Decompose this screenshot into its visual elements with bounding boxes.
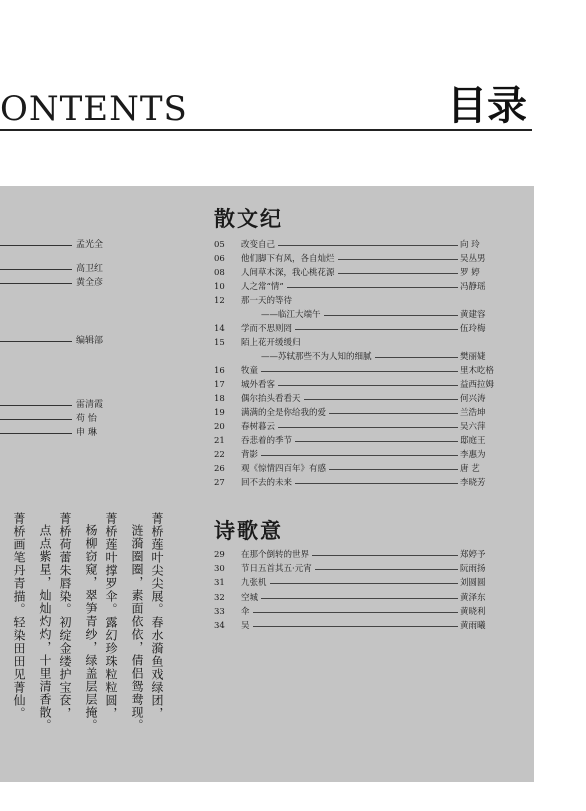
toc-page-number: 14 bbox=[214, 324, 225, 334]
toc-title: 偶尔抬头看看天 bbox=[241, 394, 301, 404]
toc-page-number: 20 bbox=[214, 422, 225, 432]
toc-author: 吴六萍 bbox=[460, 422, 486, 432]
toc-entry[interactable] bbox=[214, 252, 490, 266]
credit-row bbox=[0, 412, 97, 426]
toc-page-number: 27 bbox=[214, 478, 225, 488]
toc-entry[interactable] bbox=[214, 322, 490, 336]
credit-line bbox=[0, 405, 72, 406]
toc-title: 春树暮云 bbox=[241, 422, 276, 432]
section-title-poetry: 诗歌意 bbox=[214, 518, 283, 543]
toc-author: 向 玲 bbox=[460, 240, 480, 250]
toc-leader-line bbox=[287, 287, 458, 288]
credit-name: 雷清霞 bbox=[76, 400, 104, 410]
toc-author: 黄建容 bbox=[460, 310, 486, 320]
toc-author: 黄晓利 bbox=[460, 606, 486, 617]
toc-entry[interactable] bbox=[214, 406, 490, 420]
toc-title: 那一天的等待 bbox=[241, 296, 293, 306]
credit-line bbox=[0, 433, 72, 434]
toc-leader-line bbox=[295, 483, 458, 484]
toc-entry[interactable] bbox=[214, 448, 490, 462]
toc-page-number: 34 bbox=[214, 621, 225, 631]
toc-title: 空城 bbox=[241, 592, 259, 603]
toc-leader-line bbox=[261, 371, 458, 372]
toc-entry[interactable] bbox=[214, 576, 490, 590]
toc-author: 唐 艺 bbox=[460, 464, 480, 474]
toc-title: 人间草木深，我心桃花源 bbox=[241, 268, 335, 278]
toc-leader-line bbox=[312, 555, 458, 556]
toc-leader-line bbox=[261, 455, 458, 456]
toc-author: 兰浩坤 bbox=[460, 408, 486, 418]
toc-page-number: 05 bbox=[214, 240, 225, 250]
toc-author: 吴丛男 bbox=[460, 254, 486, 264]
poem-column: 菁桥莲叶尖尖展。春水漪鱼戏绿团， bbox=[150, 512, 164, 720]
toc-leader-line bbox=[315, 569, 458, 570]
toc-title: 伞 bbox=[241, 606, 250, 617]
header-divider bbox=[0, 129, 532, 131]
toc-entry[interactable] bbox=[214, 238, 490, 252]
toc-author: 李惠为 bbox=[460, 450, 486, 460]
toc-page-number: 31 bbox=[214, 578, 225, 589]
toc-author: 李晓芳 bbox=[460, 478, 486, 488]
toc-page-number: 19 bbox=[214, 408, 225, 418]
toc-leader-line bbox=[329, 469, 458, 470]
toc-author: 刘圆圆 bbox=[460, 578, 486, 589]
toc-entry[interactable] bbox=[214, 294, 490, 308]
credit-row bbox=[0, 262, 103, 276]
poem-column: 菁桥画笔丹青描。轻染田田见菁仙。 bbox=[12, 512, 26, 720]
toc-entry[interactable] bbox=[214, 266, 490, 280]
toc-leader-line bbox=[253, 626, 458, 627]
toc-author: 黄雨曦 bbox=[460, 621, 486, 631]
toc-entry[interactable] bbox=[214, 392, 490, 406]
toc-title: 回不去的未来 bbox=[241, 478, 293, 488]
credit-row bbox=[0, 398, 103, 412]
credit-line bbox=[0, 245, 72, 246]
toc-page-number: 16 bbox=[214, 366, 225, 376]
toc-entry[interactable] bbox=[214, 476, 490, 490]
toc-entry[interactable] bbox=[214, 619, 490, 633]
toc-title: 他们脚下有风，各自灿烂 bbox=[241, 254, 335, 264]
toc-page-number: 15 bbox=[214, 338, 225, 348]
toc-title: 人之常“情” bbox=[241, 282, 284, 292]
toc-leader-line bbox=[253, 612, 458, 613]
toc-title: 在那个倒转的世界 bbox=[241, 550, 310, 560]
toc-entry[interactable] bbox=[214, 336, 490, 350]
toc-entry[interactable] bbox=[214, 462, 490, 476]
toc-author: 里木吃格 bbox=[460, 366, 495, 376]
toc-author: 黄泽东 bbox=[460, 592, 486, 603]
credit-name: 高卫红 bbox=[76, 264, 104, 274]
toc-leader-line bbox=[338, 259, 458, 260]
toc-entry[interactable] bbox=[214, 548, 490, 562]
toc-entry[interactable] bbox=[214, 591, 490, 605]
toc-leader-line bbox=[375, 357, 458, 358]
credit-name: 编辑部 bbox=[76, 336, 104, 346]
credit-name: 苟 怡 bbox=[76, 414, 97, 424]
toc-leader-line bbox=[278, 385, 458, 386]
toc-title: 吞悲着的季节 bbox=[241, 436, 293, 446]
credit-line bbox=[0, 283, 72, 284]
toc-author: 郑婷予 bbox=[460, 550, 486, 560]
credit-name: 申 琳 bbox=[76, 428, 97, 438]
toc-page-number: 33 bbox=[214, 606, 225, 617]
toc-page-number: 10 bbox=[214, 282, 225, 292]
credit-row bbox=[0, 334, 103, 348]
toc-entry[interactable] bbox=[214, 605, 490, 619]
toc-title: 满满的全是你给我的爱 bbox=[241, 408, 327, 418]
toc-subtitle: ——苏轼那些不为人知的细腻 bbox=[261, 352, 372, 362]
toc-author: 冯静瑶 bbox=[460, 282, 486, 292]
poem-column: 菁桥荷蕾朱唇染。初绽金缕护宝奁， bbox=[58, 512, 72, 720]
toc-entry[interactable] bbox=[214, 280, 490, 294]
toc-author: 何兴涛 bbox=[460, 394, 486, 404]
toc-page-number: 22 bbox=[214, 450, 225, 460]
toc-page-number: 26 bbox=[214, 464, 225, 474]
toc-author: 罗 婷 bbox=[460, 268, 480, 278]
toc-entry[interactable] bbox=[214, 378, 495, 392]
contents-heading: ONTENTS bbox=[0, 89, 188, 129]
toc-leader-line bbox=[295, 329, 458, 330]
mulu-heading: 目录 bbox=[447, 82, 527, 129]
toc-page-number: 06 bbox=[214, 254, 225, 264]
toc-entry[interactable] bbox=[214, 420, 490, 434]
credit-line bbox=[0, 269, 72, 270]
toc-entry[interactable] bbox=[214, 434, 490, 448]
credit-row bbox=[0, 426, 97, 440]
toc-title: 改变自己 bbox=[241, 240, 276, 250]
toc-title: 背影 bbox=[241, 450, 259, 460]
toc-leader-line bbox=[278, 245, 458, 246]
section-title-prose: 散文纪 bbox=[214, 206, 283, 231]
toc-page-number: 12 bbox=[214, 296, 225, 306]
toc-page-number: 17 bbox=[214, 380, 225, 390]
toc-author: 伍玲梅 bbox=[460, 324, 486, 334]
poem-column: 菁桥莲叶撑罗伞。露幻珍珠粒粒圆， bbox=[104, 512, 118, 720]
toc-title: 吴 bbox=[241, 621, 250, 631]
credit-row bbox=[0, 238, 103, 252]
toc-author: 邸庭王 bbox=[460, 436, 486, 446]
toc-title: 陌上花开缓缓归 bbox=[241, 338, 301, 348]
toc-leader-line bbox=[270, 583, 458, 584]
toc-author: 阮雨扬 bbox=[460, 564, 486, 575]
credit-line bbox=[0, 341, 72, 342]
toc-page-number: 18 bbox=[214, 394, 225, 404]
toc-leader-line bbox=[278, 427, 458, 428]
toc-page-number: 21 bbox=[214, 436, 225, 446]
toc-entry[interactable] bbox=[214, 562, 490, 576]
credit-line bbox=[0, 419, 72, 420]
toc-leader-line bbox=[261, 598, 458, 599]
toc-page-number: 30 bbox=[214, 564, 225, 575]
toc-title: 城外看客 bbox=[241, 380, 276, 390]
toc-leader-line bbox=[338, 273, 458, 274]
toc-entry[interactable] bbox=[214, 364, 495, 378]
toc-leader-line bbox=[304, 399, 458, 400]
toc-title: 九张机 bbox=[241, 578, 267, 589]
toc-title: 学而不思则罔 bbox=[241, 324, 293, 334]
poem-column: 杨柳窃窥，翠笋青纱，绿盖层层掩。 bbox=[84, 524, 98, 732]
toc-page-number: 08 bbox=[214, 268, 225, 278]
toc-title: 牧童 bbox=[241, 366, 259, 376]
toc-page-number: 29 bbox=[214, 550, 225, 560]
toc-leader-line bbox=[329, 413, 458, 414]
toc-leader-line bbox=[295, 441, 458, 442]
poem-column: 点点紫星，灿灿灼灼，十里清香散。 bbox=[38, 524, 52, 732]
credit-name: 孟光全 bbox=[76, 240, 104, 250]
toc-title: 节日五首其五·元宵 bbox=[241, 564, 312, 575]
toc-leader-line bbox=[324, 315, 458, 316]
toc-title: 观《惊情四百年》有感 bbox=[241, 464, 327, 474]
poem-column: 涟漪圈圈，素面依依，倩侣鸳鸯现。 bbox=[130, 524, 144, 732]
toc-subtitle: ——临江大端午 bbox=[261, 310, 321, 320]
credit-name: 黄全彦 bbox=[76, 278, 104, 288]
toc-author: 益西拉姆 bbox=[460, 380, 495, 390]
toc-entry[interactable] bbox=[214, 308, 490, 322]
toc-entry[interactable] bbox=[214, 350, 490, 364]
toc-page-number: 32 bbox=[214, 592, 225, 603]
toc-author: 樊丽婕 bbox=[460, 352, 486, 362]
credit-row bbox=[0, 276, 103, 290]
